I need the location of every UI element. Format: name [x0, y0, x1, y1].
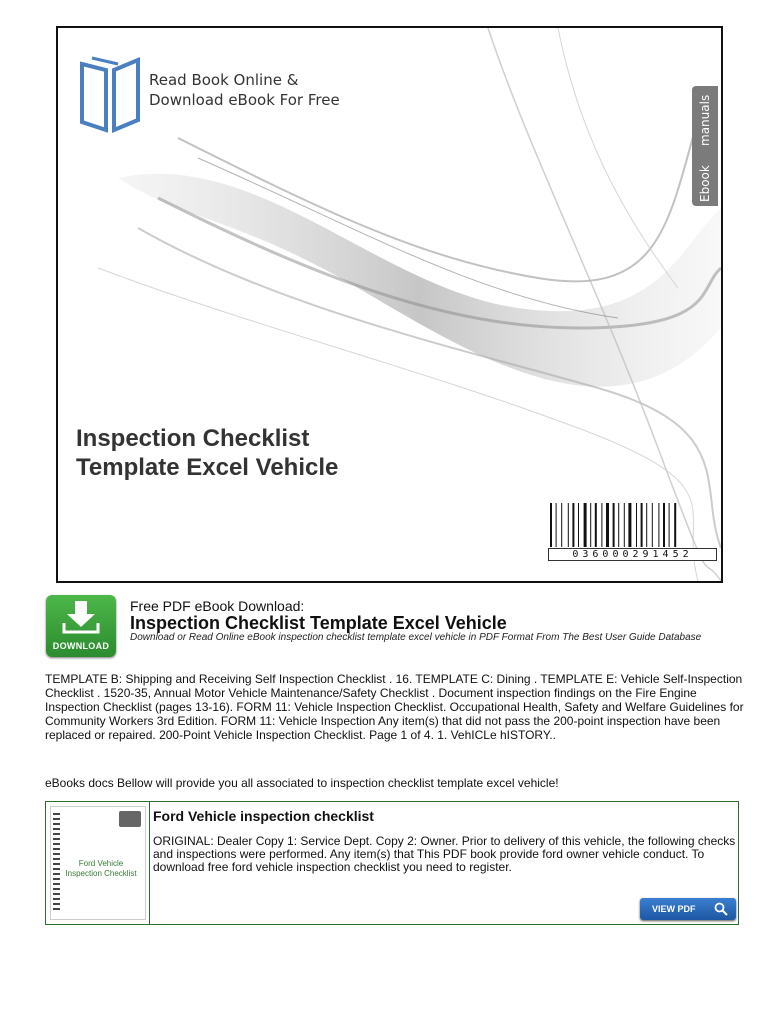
description-paragraph: TEMPLATE B: Shipping and Receiving Self Inspection Checklist . 16. TEMPLATE C: Dining . TEMPLATE E: Vehicle Self-Inspection Checklist . 1520-35, Annual Motor Vehicle Maintenance/Safety Checklist . Document inspection findings on the Fire Engine Inspection Checklist (pages 13-16). FORM 11: Vehicle Inspection Checklist. Occupational Health, Safety and Welfare Guidelines for Community Workers 3rd Edition. FORM 11: Vehicle Inspection Any item(s) that did not pass the 200-point inspection have been replaced or repaired. 200-Point Vehicle Inspection Checklist. Page 1 of 4. 1. VehICLe hISTORY.. — [45, 672, 744, 742]
ebook-subtitle: Download or Read Online eBook inspection checklist template excel vehicle in PDF Format From The Best User Guide Database — [130, 632, 702, 643]
book-cover — [56, 26, 723, 583]
cover-title-line-1: Inspection Checklist — [76, 425, 310, 452]
logo-line-1: Read Book Online & — [149, 71, 299, 89]
cover-title-line-2: Template Excel Vehicle — [76, 454, 339, 481]
side-tab-manuals: manuals — [698, 94, 712, 146]
thumbnail-corner-image — [119, 811, 141, 827]
related-document-card — [45, 801, 739, 925]
view-pdf-label: VIEW PDF — [652, 904, 696, 914]
download-label: DOWNLOAD — [52, 641, 110, 651]
barcode-icon — [548, 503, 715, 547]
decorative-swirl — [58, 28, 721, 581]
book-logo-icon — [78, 54, 142, 134]
card-description: ORIGINAL: Dealer Copy 1: Service Dept. Copy 2: Owner. Prior to delivery of this vehicle, the following checks and inspections were performed. Any item(s) that This PDF book provide ford owner vehicle conduct. To download free ford vehicle inspection checklist you need to register. — [153, 834, 736, 874]
card-title[interactable]: Ford Vehicle inspection checklist — [153, 808, 374, 824]
ebook-manuals-tab — [692, 86, 718, 206]
side-tab-ebook: Ebook — [698, 165, 712, 202]
document-thumbnail[interactable] — [50, 806, 146, 920]
download-icon[interactable] — [46, 595, 116, 657]
download-arrow-icon — [61, 601, 101, 635]
ebook-title: Inspection Checklist Template Excel Vehicle — [130, 613, 507, 633]
card-divider — [149, 802, 150, 924]
free-download-label: Free PDF eBook Download: — [130, 598, 305, 614]
barcode-number: 036000291452 — [548, 548, 717, 561]
spiral-binding-icon — [53, 813, 61, 913]
magnifier-icon — [714, 902, 728, 916]
view-pdf-button[interactable] — [640, 898, 736, 920]
associated-docs-line: eBooks docs Bellow will provide you all associated to inspection checklist template excel vehicle! — [45, 776, 559, 790]
cover-title — [76, 424, 338, 482]
thumbnail-title: Ford Vehicle Inspection Checklist — [65, 859, 137, 878]
logo-text — [149, 70, 340, 110]
logo-line-2: Download eBook For Free — [149, 91, 340, 109]
